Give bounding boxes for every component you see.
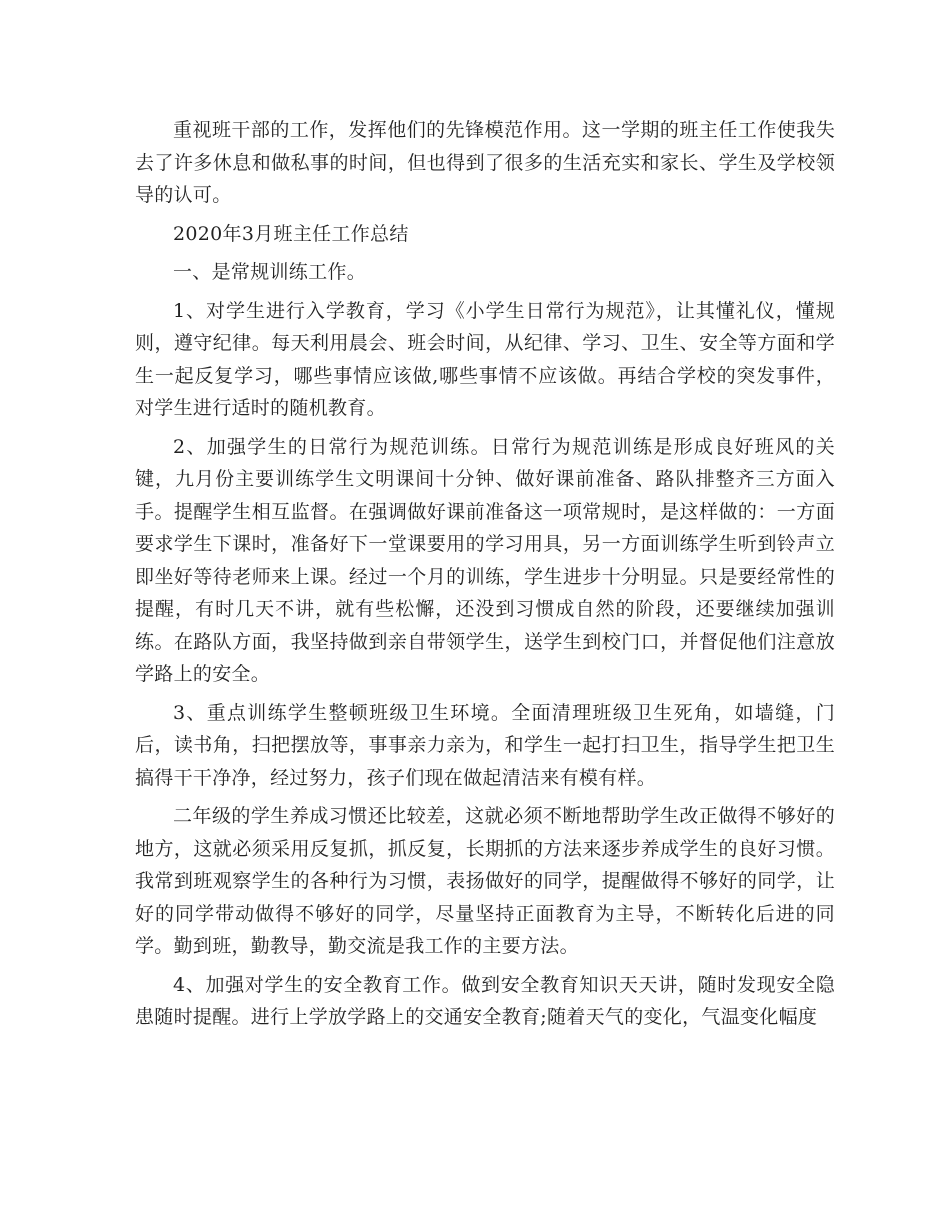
- paragraph-heading-1: 一、是常规训练工作。: [173, 261, 367, 283]
- section-title: 2020年3月班主任工作总结: [173, 222, 409, 245]
- paragraph-item-3: 3、重点训练学生整顿班级卫生环境。全面清理班级卫生死角，如墙缝，门后，读书角，扫把摆放等，事事亲力亲为，和学生一起打扫卫生，指导学生把卫生搞得干干净净，经过努力，孩子们现在做起清洁来有模有样。: [135, 701, 835, 789]
- paragraph-habits: 二年级的学生养成习惯还比较差，这就必须不断地帮助学生改正做得不够好的地方，这就必须采用反复抓，抓反复，长期抓的方法来逐步养成学生的良好习惯。我常到班观察学生的各种行为习惯，表扬做好的同学，提醒做得不够好的同学，让好的同学带动做得不够好的同学，尽量坚持正面教育为主导，不断转化后进的同学。勤到班，勤教导，勤交流是我工作的主要方法。: [135, 805, 835, 957]
- document-body: [135, 114, 835, 1034]
- paragraph-item-4: 4、加强对学生的安全教育工作。做到安全教育知识天天讲，随时发现安全隐患随时提醒。进行上学放学路上的交通安全教育;随着天气的变化，气温变化幅度: [135, 973, 835, 1028]
- paragraph-1: 重视班干部的工作，发挥他们的先锋模范作用。这一学期的班主任工作使我失去了许多休息和做私事的时间，但也得到了很多的生活充实和家长、学生及学校领导的认可。: [135, 119, 835, 206]
- paragraph-item-1: 1、对学生进行入学教育，学习《小学生日常行为规范》，让其懂礼仪，懂规则，遵守纪律。每天利用晨会、班会时间，从纪律、学习、卫生、安全等方面和学生一起反复学习，哪些事情应该做,哪些事情不应该做。再结合学校的突发事件，对学生进行适时的随机教育。: [135, 299, 835, 419]
- paragraph-item-2: 2、加强学生的日常行为规范训练。日常行为规范训练是形成良好班风的关键，九月份主要训练学生文明课间十分钟、做好课前准备、路队排整齐三方面入手。提醒学生相互监督。在强调做好课前准备这一项常规时，是这样做的：一方面要求学生下课时，准备好下一堂课要用的学习用具，另一方面训练学生听到铃声立即坐好等待老师来上课。经过一个月的训练，学生进步十分明显。只是要经常性的提醒，有时几天不讲，就有些松懈，还没到习惯成自然的阶段，还要继续加强训练。在路队方面，我坚持做到亲自带领学生，送学生到校门口，并督促他们注意放学路上的安全。: [135, 435, 835, 685]
